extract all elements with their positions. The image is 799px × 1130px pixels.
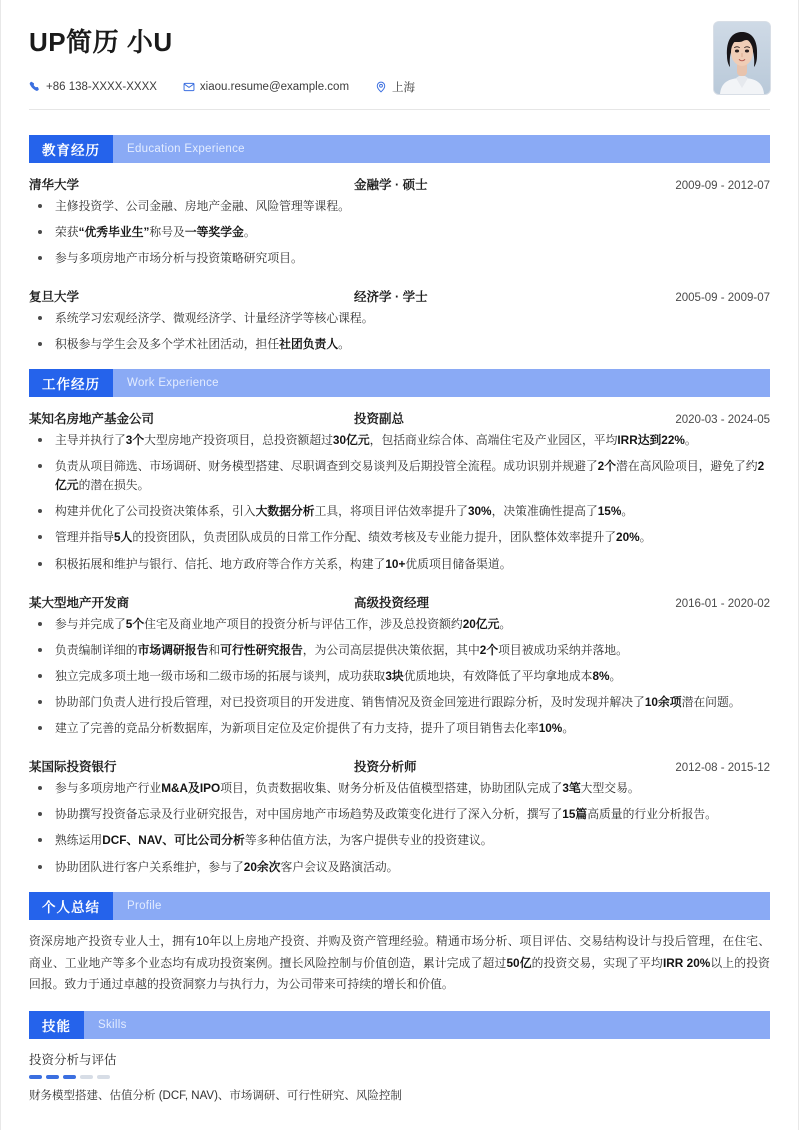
work-entry — [29, 397, 770, 574]
entry-head — [29, 175, 770, 193]
list-item: 参与并完成了5个住宅及商业地产项目的投资分析与评估工作，涉及总投资额约20亿元。 — [29, 615, 770, 634]
skill-description: 财务模型搭建、估值分析 (DCF, NAV)、市场调研、可行性研究、风险控制 — [29, 1090, 402, 1103]
contact-location-value: 上海 — [392, 81, 416, 94]
section-header-skills — [29, 1011, 770, 1039]
entry-bullets — [29, 615, 770, 739]
phone-icon — [29, 81, 41, 93]
entry-role: 经济学 · 学士 — [354, 289, 428, 304]
work-entry — [29, 745, 770, 876]
entry-role: 投资副总 — [354, 412, 405, 427]
header-divider — [29, 109, 770, 110]
skill-dot-filled — [63, 1075, 76, 1079]
list-item: 主修投资学、公司金融、房地产金融、风险管理等课程。 — [29, 197, 770, 216]
entry-role: 投资分析师 — [354, 760, 417, 775]
contact-email — [183, 81, 349, 93]
section-title-zh: 教育经历 — [29, 135, 113, 163]
candidate-name: UP简历 小U — [29, 27, 173, 57]
section-title-zh: 技能 — [29, 1011, 84, 1039]
list-item: 独立完成多项土地一级市场和二级市场的拓展与谈判，成功获取3块优质地块，有效降低了平均拿地成本8%。 — [29, 667, 770, 686]
entry-org: 某大型地产开发商 — [29, 595, 130, 610]
section-education — [29, 135, 770, 355]
contact-phone-value: +86 138-XXXX-XXXX — [46, 80, 157, 93]
avatar — [714, 22, 770, 94]
portrait-photo-icon — [714, 22, 770, 94]
skill-dot-filled — [29, 1075, 42, 1079]
list-item: 积极拓展和维护与银行、信托、地方政府等合作方关系，构建了10+优质项目储备渠道。 — [29, 555, 770, 574]
list-item: 主导并执行了3个大型房地产投资项目，总投资额超过30亿元，包括商业综合体、高端住宅及产业园区，平均IRR达到22%。 — [29, 431, 770, 450]
entry-org: 清华大学 — [29, 177, 80, 192]
entry-bullets — [29, 197, 770, 268]
entry-date: 2016-01 - 2020-02 — [675, 597, 770, 610]
entry-role: 金融学 · 硕士 — [354, 177, 428, 192]
list-item: 协助团队进行客户关系维护，参与了20余次客户会议及路演活动。 — [29, 858, 770, 877]
resume-header — [29, 0, 770, 120]
list-item: 协助部门负责人进行投后管理，对已投资项目的开发进度、销售情况及资金回笼进行跟踪分析，及时发现并解决了10余项潜在问题。 — [29, 693, 770, 712]
education-entry — [29, 275, 770, 354]
skill-dot-empty — [97, 1075, 110, 1079]
entry-bullets — [29, 309, 770, 354]
skill-dot-filled — [46, 1075, 59, 1079]
list-item: 参与多项房地产市场分析与投资策略研究项目。 — [29, 249, 770, 268]
envelope-icon — [183, 81, 195, 93]
entry-date: 2009-09 - 2012-07 — [675, 179, 770, 192]
entry-org: 某国际投资银行 — [29, 760, 117, 775]
list-item: 建立了完善的竞品分析数据库，为新项目定位及定价提供了有力支持，提升了项目销售去化率10%。 — [29, 719, 770, 738]
section-title-en: Skills — [98, 1019, 127, 1032]
entry-bullets — [29, 779, 770, 876]
list-item: 荣获“优秀毕业生”称号及一等奖学金。 — [29, 223, 770, 242]
section-profile — [29, 892, 770, 996]
entry-head — [29, 287, 770, 305]
section-header-education — [29, 135, 770, 163]
section-work — [29, 369, 770, 877]
entry-org: 复旦大学 — [29, 289, 80, 304]
skill-item — [29, 1039, 770, 1105]
entry-role: 高级投资经理 — [354, 595, 430, 610]
section-header-work — [29, 369, 770, 397]
list-item: 熟练运用DCF、NAV、可比公司分析等多种估值方法，为客户提供专业的投资建议。 — [29, 831, 770, 850]
entry-org: 某知名房地产基金公司 — [29, 412, 155, 427]
list-item: 积极参与学生会及多个学术社团活动，担任社团负责人。 — [29, 335, 770, 354]
list-item: 系统学习宏观经济学、微观经济学、计量经济学等核心课程。 — [29, 309, 770, 328]
work-entry — [29, 581, 770, 739]
section-title-zh: 个人总结 — [29, 892, 113, 920]
section-title-en: Profile — [127, 899, 162, 912]
entry-date: 2012-08 - 2015-12 — [675, 762, 770, 775]
section-skills — [29, 1011, 770, 1105]
profile-paragraph: 资深房地产投资专业人士，拥有10年以上房地产投资、并购及资产管理经验。精通市场分析、项目评估、交易结构设计与投后管理，在住宅、商业、工业地产等多个业态均有成功投资案例。擅长风险控制与价值创造，累计完成了超过50亿的投资交易，实现了平均IRR 20%以上的投资回报。致力于通过卓越的投资洞察力与执行力，为公司带来可持续的增长和价值。 — [29, 933, 770, 992]
entry-head — [29, 757, 770, 775]
entry-head — [29, 409, 770, 427]
list-item: 管理并指导5人的投资团队，负责团队成员的日常工作分配、绩效考核及专业能力提升，团队整体效率提升了20%。 — [29, 528, 770, 547]
entry-date: 2020-03 - 2024-05 — [675, 414, 770, 427]
entry-bullets — [29, 431, 770, 574]
entry-head — [29, 593, 770, 611]
list-item: 构建并优化了公司投资决策体系，引入大数据分析工具，将项目评估效率提升了30%，决策准确性提高了15%。 — [29, 502, 770, 521]
list-item: 负责编制详细的市场调研报告和可行性研究报告，为公司高层提供决策依据，其中2个项目被成功采纳并落地。 — [29, 641, 770, 660]
skill-dot-empty — [80, 1075, 93, 1079]
entry-date: 2005-09 - 2009-07 — [675, 291, 770, 304]
contact-email-value: xiaou.resume@example.com — [199, 80, 350, 93]
section-title-en: Education Experience — [127, 142, 245, 155]
section-title-en: Work Experience — [127, 377, 219, 390]
contact-location — [375, 79, 415, 95]
section-title-zh: 工作经历 — [29, 369, 113, 397]
location-icon — [375, 81, 387, 93]
section-header-profile — [29, 892, 770, 920]
list-item: 负责从项目筛选、市场调研、财务模型搭建、尽职调查到交易谈判及后期投管全流程。成功识别并规避了2个潜在高风险项目，避免了约2亿元的潜在损失。 — [29, 457, 770, 495]
education-entry — [29, 163, 770, 268]
list-item: 协助撰写投资备忘录及行业研究报告，对中国房地产市场趋势及政策变化进行了深入分析，撰写了15篇高质量的行业分析报告。 — [29, 805, 770, 824]
skill-level-meter — [29, 1075, 770, 1079]
contact-phone — [29, 81, 157, 93]
contact-row — [29, 79, 770, 109]
list-item: 参与多项房地产行业M&A及IPO项目，负责数据收集、财务分析及估值模型搭建，协助团队完成了3笔大型交易。 — [29, 779, 770, 798]
skill-name: 投资分析与评估 — [29, 1053, 117, 1068]
